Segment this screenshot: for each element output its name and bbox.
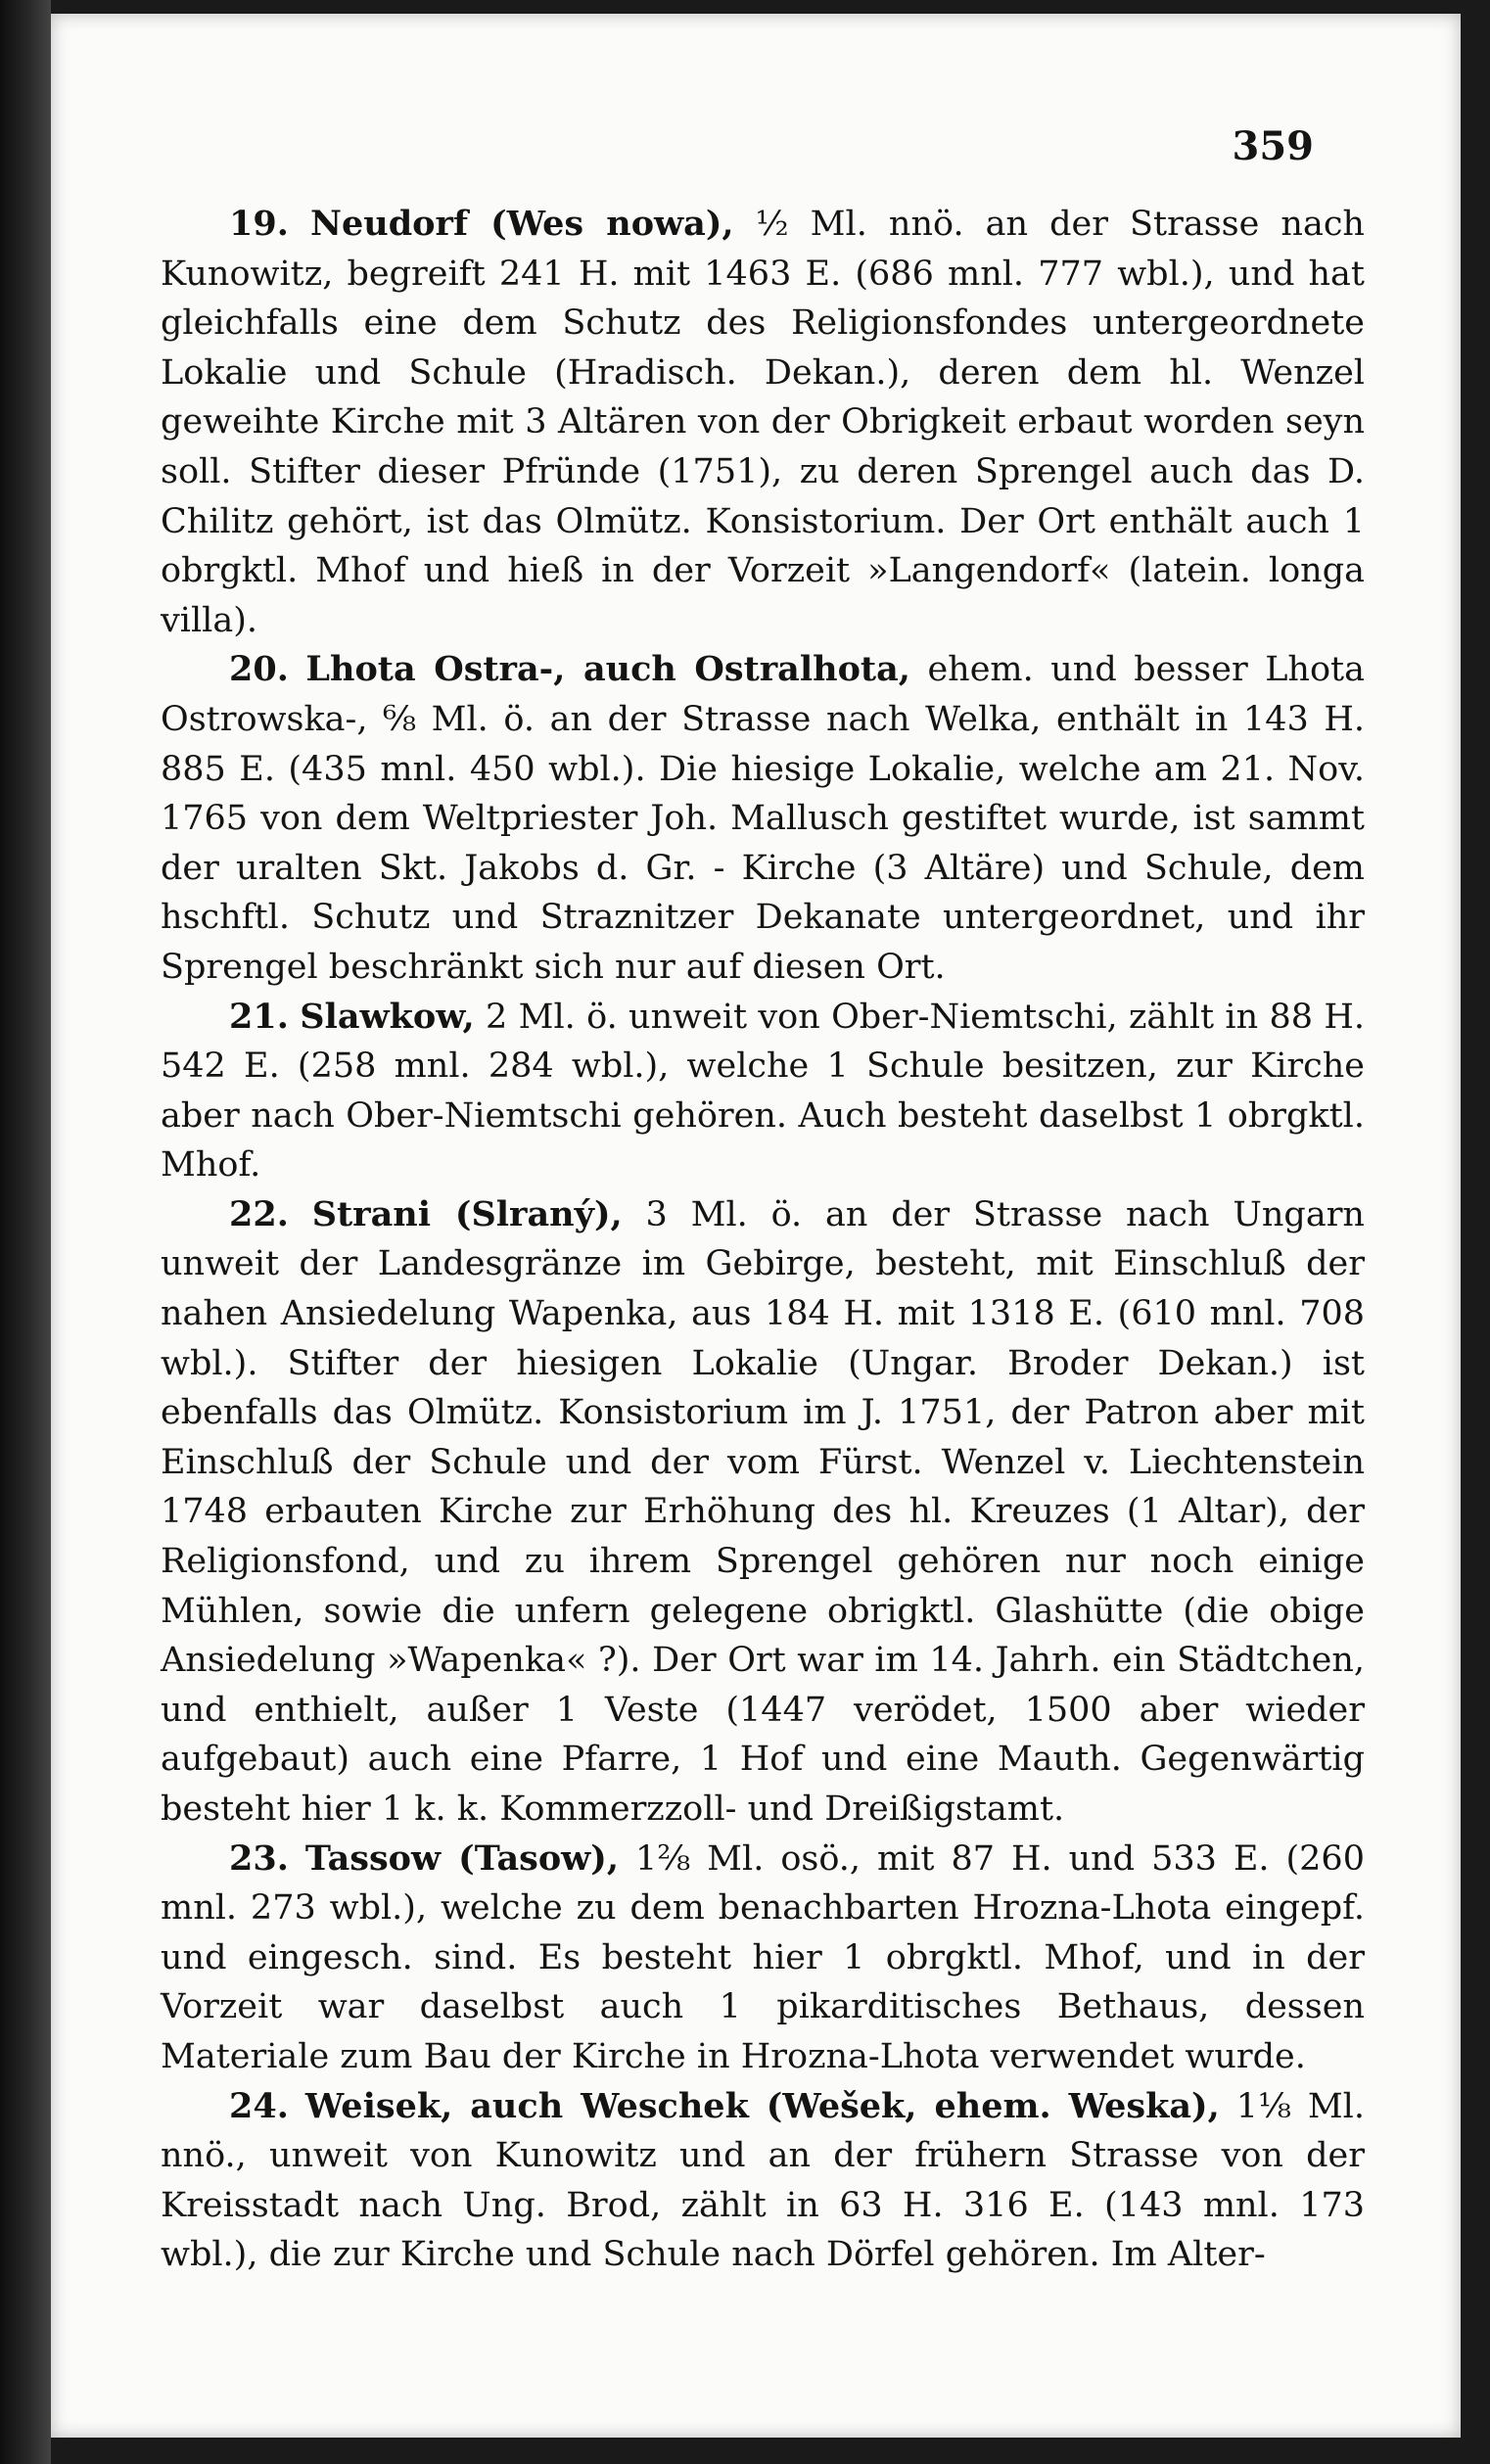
place-name: Strani (Slraný),: [311, 1193, 623, 1234]
entry-text: ehem. und besser Lhota Ostrowska-, ⁶⁄₈ Ml. ö. an der Strasse nach Welka, enthält in 143 H. 885 E. (435 mnl. 450 wbl.). Die hiesige Lokalie, welche am 21. Nov. 1765 von dem Weltpriester Joh. Mallusch gestiftet wurde, ist sammt der uralten Skt. Jakobs d. Gr. - Kirche (3 Altäre) und Schule, dem hschftl. Schutz und Straznitzer Dekanate untergeordnet, und ihr Sprengel beschränkt sich nur auf diesen Ort.: [161, 650, 1365, 987]
entry-23: [161, 1835, 1365, 2082]
book-page: [51, 14, 1461, 2438]
entry-text: 2 Ml. ö. unweit von Ober-Niemtschi, zählt in 88 H. 542 E. (258 mnl. 284 wbl.), welche 1 Schule besitzen, zur Kirche aber nach Ober-Niemtschi gehören. Auch besteht daselbst 1 obrgktl. Mhof.: [161, 997, 1365, 1186]
page-number: 359: [1232, 123, 1314, 169]
place-name: Weisek, auch Weschek (Wešek, ehem. Weska),: [304, 2085, 1220, 2126]
entry-text: ½ Ml. nnö. an der Strasse nach Kunowitz, begreift 241 H. mit 1463 E. (686 mnl. 777 wbl.), und hat gleichfalls eine dem Schutz des Religionsfondes untergeordnete Lokalie und Schule (Hradisch. Dekan.), deren dem hl. Wenzel geweihte Kirche mit 3 Altären von der Obrigkeit erbaut worden seyn soll. Stifter dieser Pfründe (1751), zu deren Sprengel auch das D. Chilitz gehört, ist das Olmütz. Konsistorium. Der Ort enthält auch 1 obrgktl. Mhof und hieß in der Vorzeit »Langendorf« (latein. longa villa).: [161, 205, 1365, 640]
entry-number: 22.: [229, 1193, 289, 1234]
place-name: Neudorf (Wes nowa),: [309, 204, 734, 244]
entry-text: 1⅛ Ml. nnö., unweit von Kunowitz und an der frühern Strasse von der Kreisstadt nach Ung. Brod, zählt in 63 H. 316 E. (143 mnl. 173 wbl.), die zur Kirche und Schule nach Dörfel gehören. Im Alter-: [161, 2086, 1365, 2275]
entry-21: [161, 993, 1365, 1190]
entry-22: [161, 1190, 1365, 1835]
entry-number: 20.: [229, 649, 289, 690]
entry-text: 3 Ml. ö. an der Strasse nach Ungarn unweit der Landesgränze im Gebirge, besteht, mit Einschluß der nahen Ansiedelung Wapenka, aus 184 H. mit 1318 E. (610 mnl. 708 wbl.). Stifter der hiesigen Lokalie (Ungar. Broder Dekan.) ist ebenfalls das Olmütz. Konsistorium im J. 1751, der Patron aber mit Einschluß der Schule und der vom Fürst. Wenzel v. Liechtenstein 1748 erbauten Kirche zur Erhöhung des hl. Kreuzes (1 Altar), der Religionsfond, und zu ihrem Sprengel gehören nur noch einige Mühlen, sowie die unfern gelegene obrigktl. Glashütte (die obige Ansiedelung »Wapenka« ?). Der Ort war im 14. Jahrh. ein Städtchen, und enthielt, außer 1 Veste (1447 verödet, 1500 aber wieder aufgebaut) auch eine Pfarre, 1 Hof und eine Mauth. Gegenwärtig besteht hier 1 k. k. Kommerzzoll- und Dreißigstamt.: [161, 1194, 1365, 1829]
place-name: Slawkow,: [300, 996, 475, 1037]
page-body: [161, 200, 1365, 2280]
entry-20: [161, 645, 1365, 992]
book-gutter: [0, 0, 51, 2464]
entry-number: 24.: [229, 2085, 289, 2126]
entry-number: 19.: [229, 204, 289, 244]
place-name: Lhota Ostra-, auch Ostralhota,: [305, 649, 910, 690]
place-name: Tassow (Tasow),: [304, 1837, 620, 1879]
entry-number: 23.: [229, 1837, 289, 1879]
entry-19: [161, 200, 1365, 645]
entry-text: 1²⁄₈ Ml. osö., mit 87 H. und 533 E. (260 mnl. 273 wbl.), welche zu dem benachbarten Hrozna-Lhota eingepf. und eingesch. sind. Es besteht hier 1 obrgktl. Mhof, und in der Vorzeit war daselbst auch 1 pikarditisches Bethaus, dessen Materiale zum Bau der Kirche in Hrozna-Lhota verwendet wurde.: [161, 1838, 1365, 2076]
entry-24: [161, 2082, 1365, 2280]
entry-number: 21.: [229, 996, 289, 1037]
